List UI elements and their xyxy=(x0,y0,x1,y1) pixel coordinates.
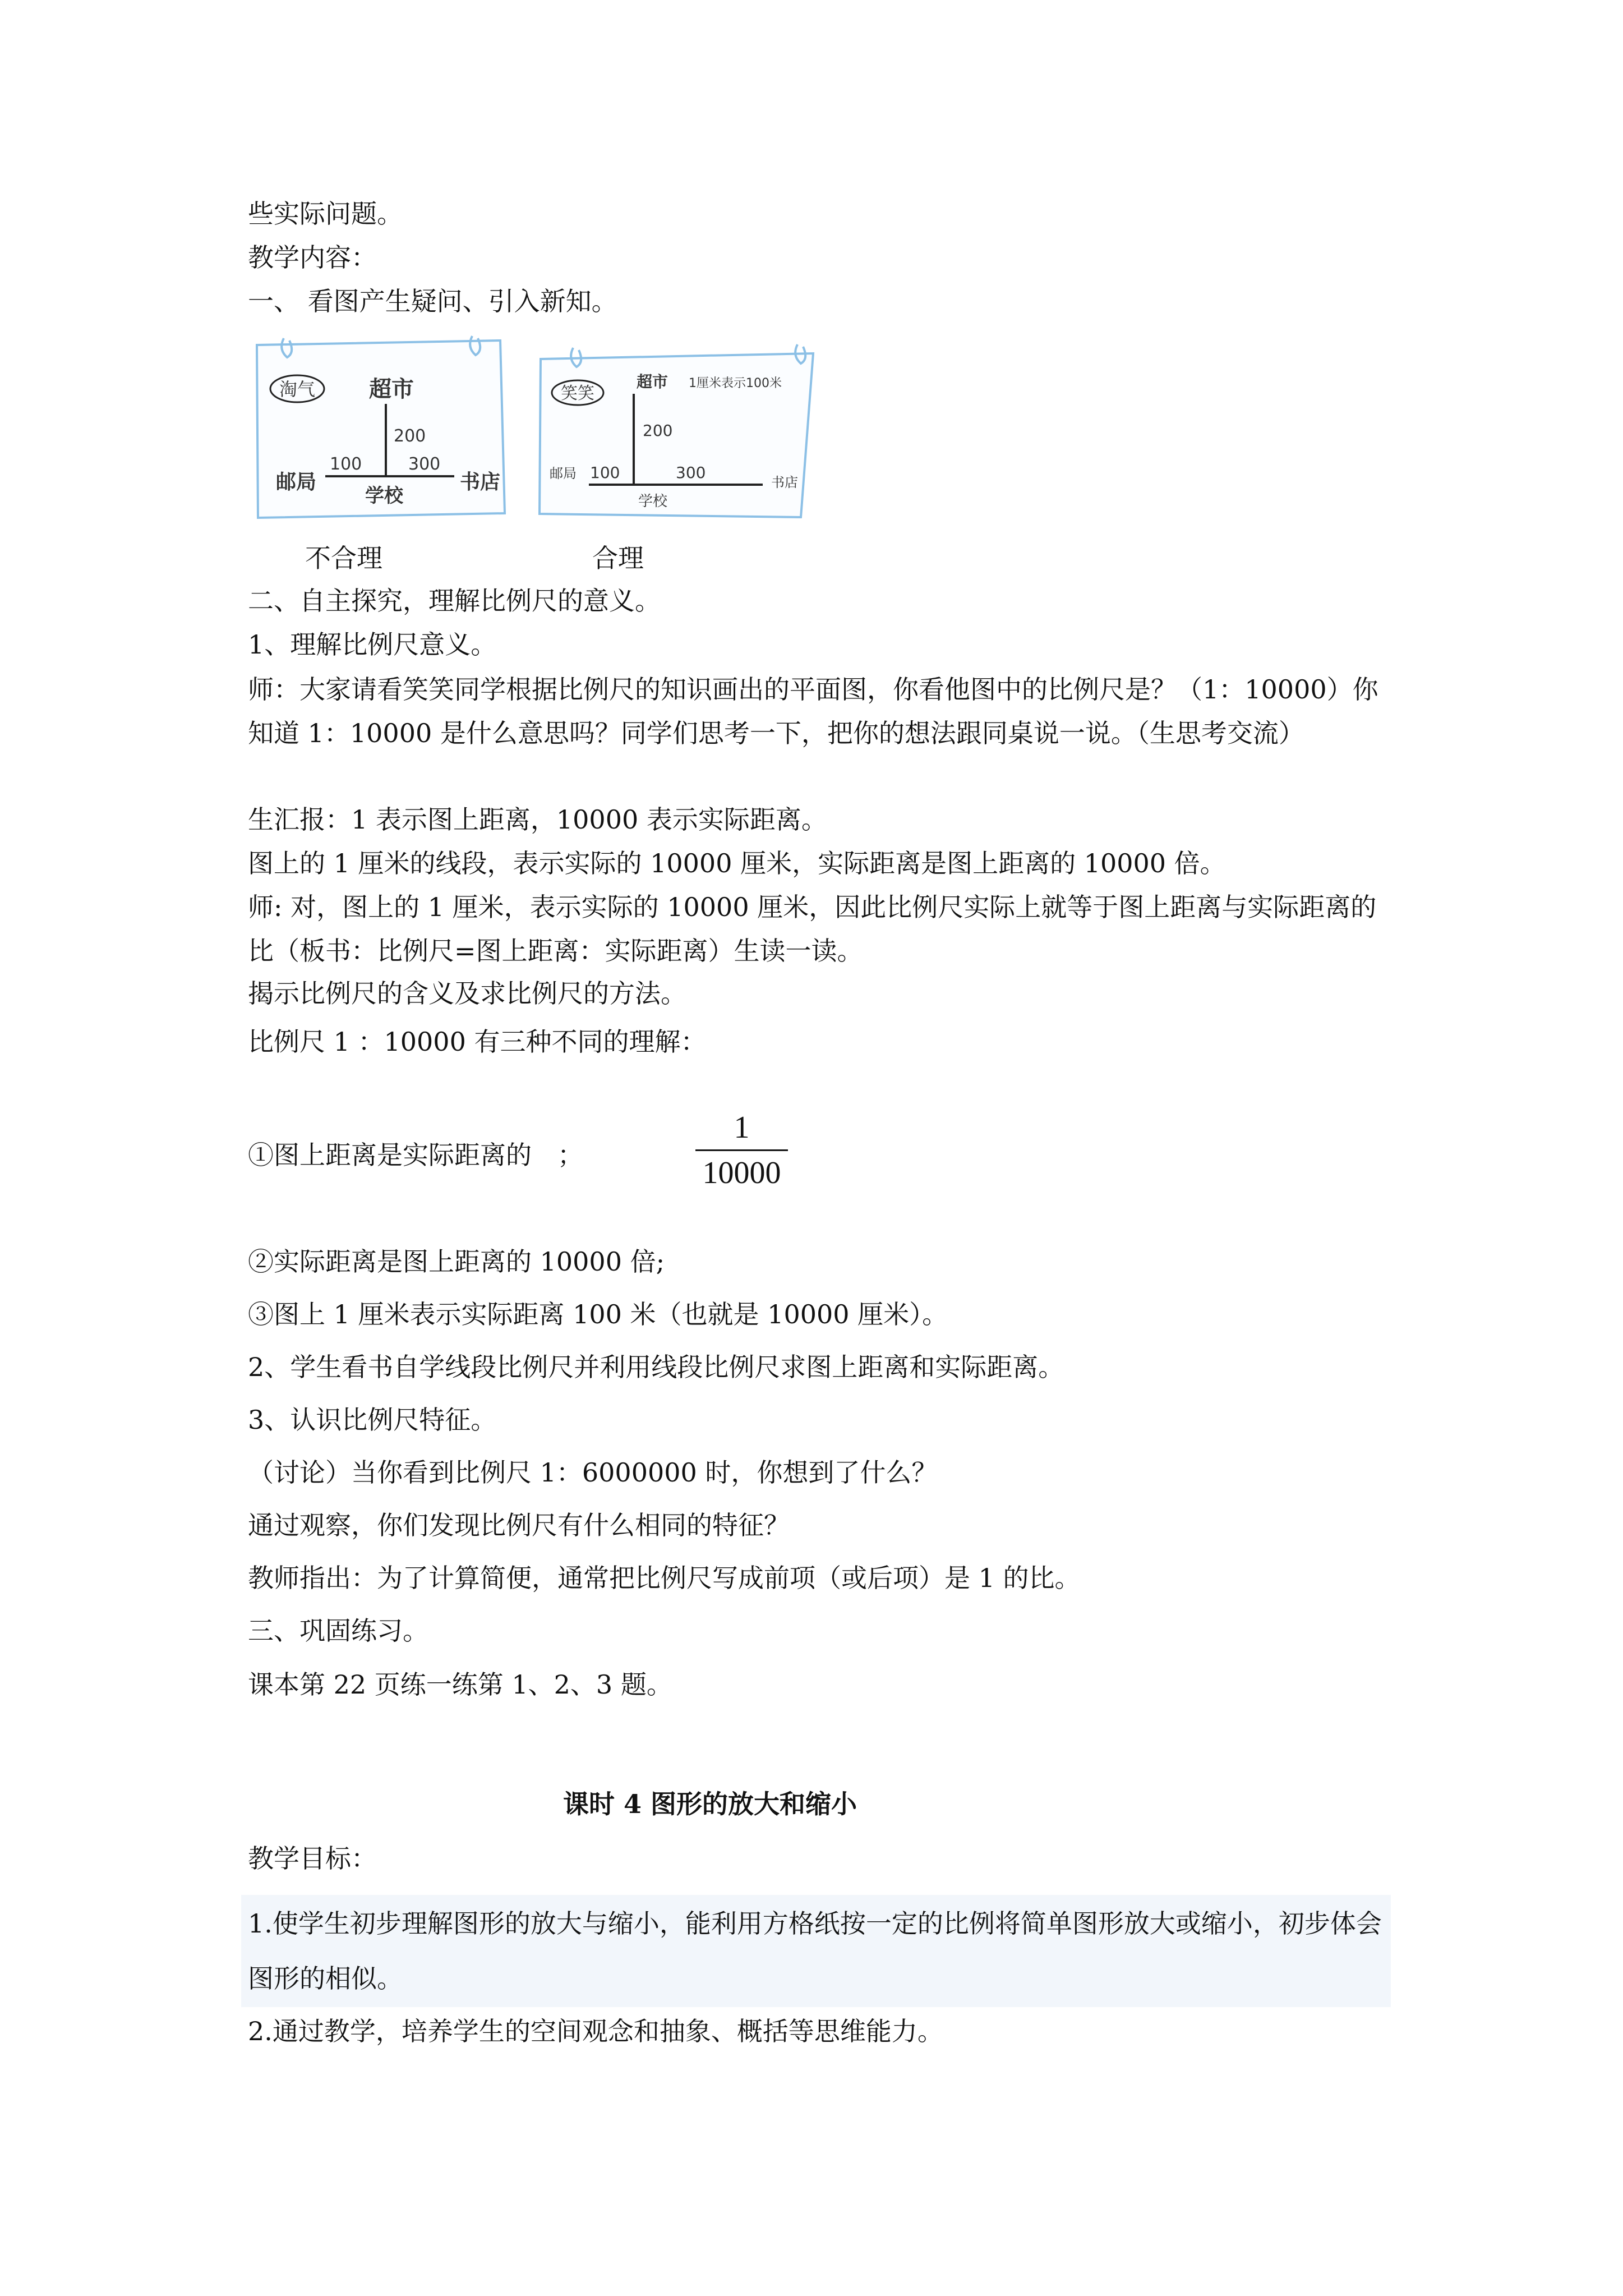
subsection-1: 1、理解比例尺意义。 xyxy=(248,629,497,660)
teacher-point: 教师指出：为了计算简便，通常把比例尺写成前项（或后项）是 1 的比。 xyxy=(248,1563,1081,1593)
label-200-right: 200 xyxy=(643,421,673,440)
goal-1: 1.使学生初步理解图形的放大与缩小，能利用方格纸按一定的比例将简单图形放大或缩小，初步体会图形的相似。 xyxy=(248,1908,1382,1994)
understanding-3: ③图上 1 厘米表示实际距离 100 米（也就是 10000 厘米）。 xyxy=(248,1299,948,1329)
label-post-office-right: 邮局 xyxy=(550,466,577,481)
line-explanation: 图上的 1 厘米的线段，表示实际的 10000 厘米，实际距离是图上距离的 10000 倍。 xyxy=(248,848,1226,878)
label-bookstore-right: 书店 xyxy=(771,475,798,490)
lesson-4-title: 课时 4 图形的放大和缩小 xyxy=(563,1789,857,1819)
label-supermarket: 超市 xyxy=(369,376,414,402)
caption-unreasonable: 不合理 xyxy=(305,543,382,573)
label-scale-note: 1厘米表示100米 xyxy=(689,376,782,390)
label-school: 学校 xyxy=(365,485,403,507)
observation: 通过观察，你们发现比例尺有什么相同的特征？ xyxy=(248,1510,790,1540)
goal-2: 2.通过教学，培养学生的空间观念和抽象、概括等思维能力。 xyxy=(248,2016,943,2046)
discussion: （讨论）当你看到比例尺 1：6000000 时，你想到了什么？ xyxy=(248,1457,938,1488)
exercise-line: 课本第 22 页练一练第 1、2、3 题。 xyxy=(248,1669,672,1700)
understanding-2: ②实际距离是图上距离的 10000 倍; xyxy=(248,1246,665,1277)
student-report: 生汇报：1 表示图上距离，10000 表示实际距离。 xyxy=(248,804,827,835)
fraction-one-ten-thousandth xyxy=(695,1108,788,1193)
label-100-right: 100 xyxy=(590,463,620,482)
label-100: 100 xyxy=(330,454,362,474)
label-300-right: 300 xyxy=(676,463,706,482)
understanding-1: ①图上距离是实际距离的 ； xyxy=(248,1140,583,1170)
fraction-bar xyxy=(695,1149,788,1151)
fraction-numerator: 1 xyxy=(734,1110,750,1145)
badge-xiaoxiao: 笑笑 xyxy=(561,384,594,403)
section-1-heading: 一、 看图产生疑问、引入新知。 xyxy=(248,286,617,316)
section-3-heading: 三、巩固练习。 xyxy=(248,1616,428,1646)
subsection-2: 2、学生看书自学线段比例尺并利用线段比例尺求图上距离和实际距离。 xyxy=(248,1352,1064,1382)
teacher-question: 师：大家请看笑笑同学根据比例尺的知识画出的平面图，你看他图中的比例尺是？（1：10000）你知道 1：10000 是什么意思吗？同学们思考一下，把你的想法跟同桌说一说。（生思考交流） xyxy=(248,674,1378,748)
reveal-meaning: 揭示比例尺的含义及求比例尺的方法。 xyxy=(248,978,686,1009)
figure-taoqi-map xyxy=(247,334,510,527)
label-school-right: 学校 xyxy=(638,493,668,510)
text-line-1: 些实际问题。 xyxy=(248,199,403,229)
label-supermarket-2: 超市 xyxy=(637,372,668,391)
text-line-2: 教学内容： xyxy=(248,242,377,273)
label-bookstore: 书店 xyxy=(460,471,501,494)
label-300: 300 xyxy=(408,454,441,474)
goals-label: 教学目标： xyxy=(248,1843,377,1874)
label-post-office: 邮局 xyxy=(276,471,317,494)
figure-xiaoxiao-map xyxy=(533,343,824,526)
fraction-denominator: 10000 xyxy=(702,1156,781,1190)
caption-reasonable: 合理 xyxy=(592,543,644,573)
label-200: 200 xyxy=(394,426,426,446)
subsection-3: 3、认识比例尺特征。 xyxy=(248,1405,497,1435)
teacher-explanation: 师: 对，图上的 1 厘米，表示实际的 10000 厘米，因此比例尺实际上就等于图上距离与实际距离的比（板书：比例尺=图上距离：实际距离）生读一读。 xyxy=(248,892,1377,966)
badge-taoqi: 淘气 xyxy=(279,379,316,400)
scale-intro: 比例尺 1 ：10000 有三种不同的理解： xyxy=(248,1027,707,1057)
section-2-heading: 二、自主探究，理解比例尺的意义。 xyxy=(248,586,661,616)
